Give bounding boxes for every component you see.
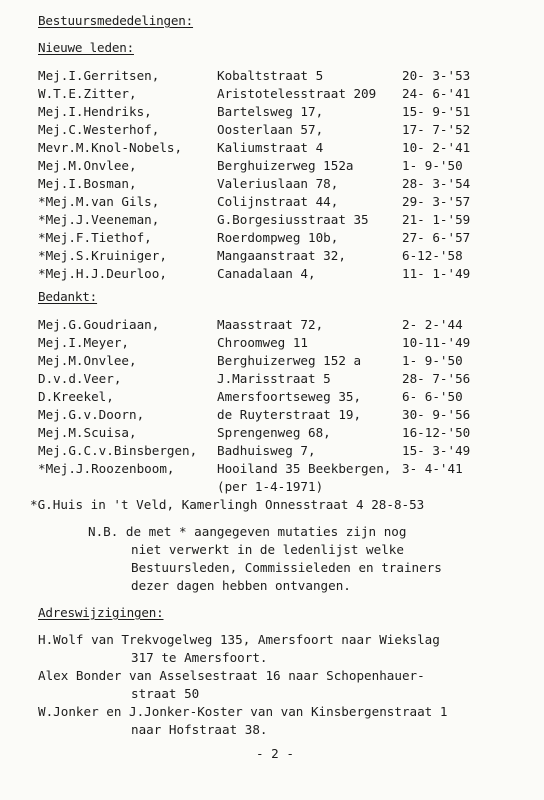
note-line: niet verwerkt in de ledenlijst welke xyxy=(131,542,404,557)
list-item xyxy=(0,176,544,194)
member-address: Hooiland 35 Beekbergen, xyxy=(217,461,392,476)
member-name: Mej.C.Westerhof, xyxy=(38,122,160,137)
member-date: 29- 3-'57 xyxy=(402,194,471,209)
member-name: *Mej.F.Tiethof, xyxy=(38,230,152,245)
list-item xyxy=(0,86,544,104)
member-address: Sprengenweg 68, xyxy=(217,425,331,440)
address-change-line: H.Wolf van Trekvogelweg 135, Amersfoort naar Wiekslag xyxy=(38,632,440,647)
list-item xyxy=(0,371,544,389)
note-line: N.B. de met * aangegeven mutaties zijn nog xyxy=(88,524,407,539)
member-date: 1- 9-'50 xyxy=(402,353,463,368)
member-address: Valeriuslaan 78, xyxy=(217,176,339,191)
member-date: 21- 1-'59 xyxy=(402,212,471,227)
member-name: *Mej.M.van Gils, xyxy=(38,194,160,209)
member-date: 6- 6-'50 xyxy=(402,389,463,404)
list-item xyxy=(0,266,544,284)
member-name: Mej.I.Meyer, xyxy=(38,335,129,350)
member-name: W.T.E.Zitter, xyxy=(38,86,137,101)
member-name: Mej.G.C.v.Binsbergen, xyxy=(38,443,198,458)
page-number: - 2 - xyxy=(256,746,294,761)
member-name: Mej.I.Hendriks, xyxy=(38,104,152,119)
member-address: Berghuizerweg 152a xyxy=(217,158,354,173)
list-item xyxy=(0,68,544,86)
member-name: Mevr.M.Knol-Nobels, xyxy=(38,140,183,155)
member-address: G.Borgesiusstraat 35 xyxy=(217,212,369,227)
member-name: Mej.I.Gerritsen, xyxy=(38,68,160,83)
member-address: Berghuizerweg 152 a xyxy=(217,353,362,368)
list-item xyxy=(0,158,544,176)
member-name: Mej.I.Bosman, xyxy=(38,176,137,191)
member-name: Mej.M.Scuisa, xyxy=(38,425,137,440)
member-date: 27- 6-'57 xyxy=(402,230,471,245)
note-line: dezer dagen hebben ontvangen. xyxy=(131,578,351,593)
member-address: Maasstraat 72, xyxy=(217,317,324,332)
member-date: 28- 3-'54 xyxy=(402,176,471,191)
member-name: *Mej.S.Kruiniger, xyxy=(38,248,167,263)
member-address: Canadalaan 4, xyxy=(217,266,316,281)
note-line: Bestuursleden, Commissieleden en trainers xyxy=(131,560,442,575)
address-change-line: naar Hofstraat 38. xyxy=(131,722,268,737)
list-item xyxy=(0,194,544,212)
member-date: 28- 7-'56 xyxy=(402,371,471,386)
member-date: 17- 7-'52 xyxy=(402,122,471,137)
list-item xyxy=(0,335,544,353)
member-name: Mej.M.Onvlee, xyxy=(38,353,137,368)
member-address: Roerdompweg 10b, xyxy=(217,230,339,245)
member-date: 24- 6-'41 xyxy=(402,86,471,101)
member-address: Chroomweg 11 xyxy=(217,335,308,350)
member-address: Kaliumstraat 4 xyxy=(217,140,324,155)
member-name: Mej.M.Onvlee, xyxy=(38,158,137,173)
member-name: *Mej.J.Veeneman, xyxy=(38,212,160,227)
address-change-line: 317 te Amersfoort. xyxy=(131,650,268,665)
member-address: Kobaltstraat 5 xyxy=(217,68,324,83)
address-change-line: W.Jonker en J.Jonker-Koster van van Kinsbergenstraat 1 xyxy=(38,704,448,719)
member-name: Mej.G.v.Doorn, xyxy=(38,407,145,422)
member-date: 11- 1-'49 xyxy=(402,266,471,281)
section-heading-nieuwe-leden: Nieuwe leden: xyxy=(38,40,134,55)
member-address: Aristotelesstraat 209 xyxy=(217,86,377,101)
address-change-line: Alex Bonder van Asselsestraat 16 naar Schopenhauer- xyxy=(38,668,425,683)
member-name: D.Kreekel, xyxy=(38,389,114,404)
member-address: Colijnstraat 44, xyxy=(217,194,339,209)
member-name: D.v.d.Veer, xyxy=(38,371,122,386)
member-date: 20- 3-'53 xyxy=(402,68,471,83)
list-item xyxy=(0,230,544,248)
list-item xyxy=(0,104,544,122)
list-item xyxy=(0,248,544,266)
member-date: 3- 4-'41 xyxy=(402,461,463,476)
address-change-line: straat 50 xyxy=(131,686,200,701)
member-date: 10- 2-'41 xyxy=(402,140,471,155)
list-item xyxy=(0,212,544,230)
member-address: de Ruyterstraat 19, xyxy=(217,407,362,422)
member-address: Amersfoortseweg 35, xyxy=(217,389,362,404)
section-heading-bedankt: Bedankt: xyxy=(38,289,98,304)
member-date: 10-11-'49 xyxy=(402,335,471,350)
list-item xyxy=(0,122,544,140)
member-address: J.Marisstraat 5 xyxy=(217,371,331,386)
member-date: 30- 9-'56 xyxy=(402,407,471,422)
list-item xyxy=(0,425,544,443)
member-address: Bartelsweg 17, xyxy=(217,104,324,119)
list-item xyxy=(0,317,544,335)
per-date-note: (per 1-4-1971) xyxy=(217,479,324,494)
member-date: 16-12-'50 xyxy=(402,425,471,440)
member-date: 1- 9-'50 xyxy=(402,158,463,173)
member-date: 2- 2-'44 xyxy=(402,317,463,332)
section-heading-adreswijzigingen: Adreswijzigingen: xyxy=(38,605,164,620)
list-item xyxy=(0,140,544,158)
list-item xyxy=(0,443,544,461)
member-name: *Mej.H.J.Deurloo, xyxy=(38,266,167,281)
member-date: 15- 3-'49 xyxy=(402,443,471,458)
member-name: Mej.G.Goudriaan, xyxy=(38,317,160,332)
list-item: *G.Huis in 't Veld, Kamerlingh Onnesstraat 4 28-8-53 xyxy=(30,497,425,512)
list-item xyxy=(0,407,544,425)
list-item xyxy=(0,461,544,479)
member-date: 6-12-'58 xyxy=(402,248,463,263)
member-date: 15- 9-'51 xyxy=(402,104,471,119)
member-address: Mangaanstraat 32, xyxy=(217,248,346,263)
member-address: Badhuisweg 7, xyxy=(217,443,316,458)
member-address: Oosterlaan 57, xyxy=(217,122,324,137)
page-title: Bestuursmededelingen: xyxy=(38,13,194,28)
list-item xyxy=(0,389,544,407)
member-name: *Mej.J.Roozenboom, xyxy=(38,461,175,476)
list-item xyxy=(0,353,544,371)
